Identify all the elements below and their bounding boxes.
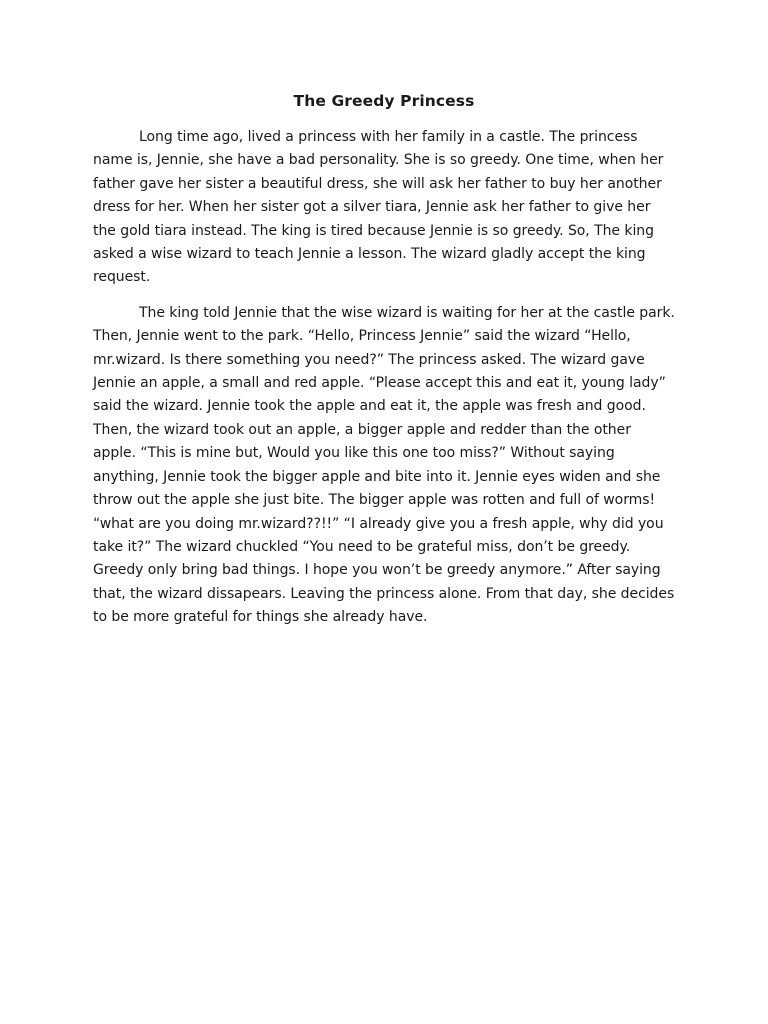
document-body bbox=[93, 126, 675, 642]
paragraph-2: The king told Jennie that the wise wizard is waiting for her at the castle park. Then, Jennie went to the park. “Hello, Princess Jennie” said the wizard “Hello, mr.wizard. Is there something you need?” The princess asked. The wizard gave Jennie an apple, a small and red apple. “Please accept this and eat it, young lady” said the wizard. Jennie took the apple and eat it, the apple was fresh and good. Then, the wizard took out an apple, a bigger apple and redder than the other apple. “This is mine but, Would you like this one too miss?” Without saying anything, Jennie took the bigger apple and bite into it. Jennie eyes widen and she throw out the apple she just bite. The bigger apple was rotten and full of worms! “what are you doing mr.wizard??!!” “I already give you a fresh apple, why did you take it?” The wizard chuckled “You need to be grateful miss, don’t be greedy. Greedy only bring bad things. I hope you won’t be greedy anymore.” After saying that, the wizard dissapears. Leaving the princess alone. From that day, she decides to be more grateful for things she already have. bbox=[93, 304, 675, 626]
document-title: The Greedy Princess bbox=[293, 92, 475, 110]
paragraph-1: Long time ago, lived a princess with her family in a castle. The princess name is, Jennie, she have a bad personality. She is so greedy. One time, when her father gave her sister a beautiful dress, she will ask her father to buy her another dress for her. When her sister got a silver tiara, Jennie ask her father to give her the gold tiara instead. The king is tired because Jennie is so greedy. So, The king asked a wise wizard to teach Jennie a lesson. The wizard gladly accept the king request. bbox=[93, 129, 664, 286]
